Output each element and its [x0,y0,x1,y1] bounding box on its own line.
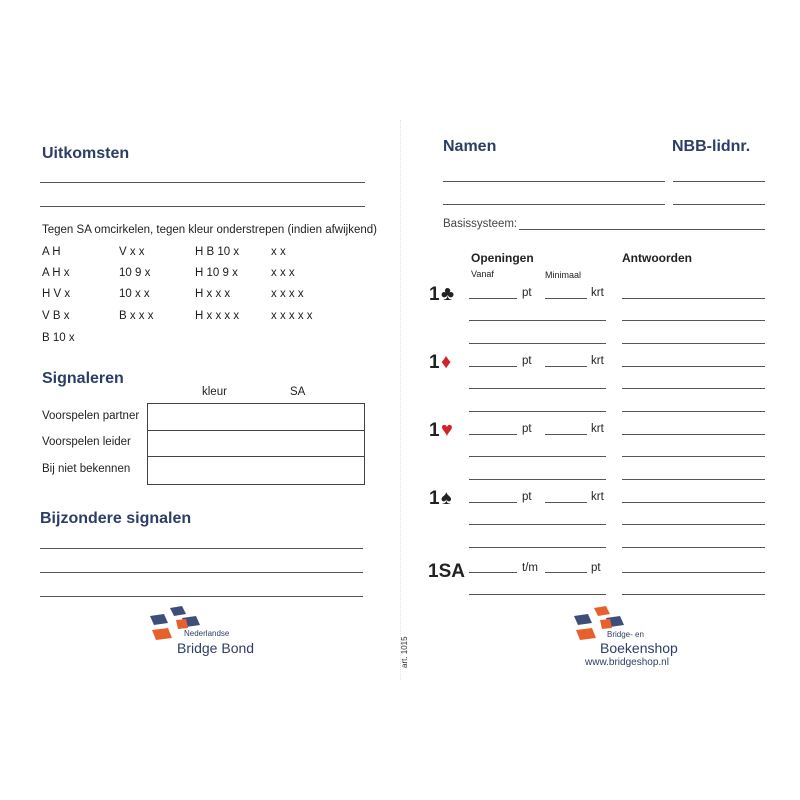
nbb-logo-line2: Bridge Bond [177,640,255,656]
lead-cell[interactable]: H 10 9 x [195,267,238,279]
lead-cell[interactable]: A H [42,246,61,258]
uitkomsten-line[interactable] [40,182,365,183]
answer-line[interactable] [622,479,765,480]
lead-cell[interactable]: x x x x x [271,310,313,322]
sa-from-line[interactable] [469,572,517,573]
answer-line[interactable] [622,434,765,435]
bridgeshop-url[interactable]: www.bridgeshop.nl [585,657,669,668]
lead-cell[interactable]: x x x x [271,288,304,300]
opening-unit-pt: pt [522,287,532,299]
sa-unit-tm: t/m [522,562,538,574]
opening-suit-icon: ♣ [441,283,455,305]
column-kleur: kleur [202,386,227,398]
opening-level: 1 [429,488,440,509]
opening-line[interactable] [469,479,606,480]
bijzondere-title: Bijzondere signalen [40,510,192,527]
opening-level: 1 [429,284,440,305]
opening-line[interactable] [469,388,606,389]
minimaal-label: Minimaal [545,270,582,280]
answer-line[interactable] [622,572,765,573]
opening-level: 1 [429,420,440,441]
lead-cell[interactable]: B 10 x [42,332,75,344]
answer-line[interactable] [622,547,765,548]
opening-cards-line[interactable] [545,366,587,367]
row-label: Bij niet bekennen [42,463,131,475]
opening-unit-krt: krt [591,491,604,503]
name-line[interactable] [443,204,665,205]
sa-to-line[interactable] [545,572,587,573]
opening-points-line[interactable] [469,502,517,503]
opening-line[interactable] [469,456,606,457]
lead-cell[interactable]: V B x [42,310,70,322]
basissysteem-line[interactable] [519,229,765,230]
sa-label: 1SA [428,561,465,582]
signal-cell-leider[interactable] [147,430,363,456]
lead-cell[interactable]: H V x [42,288,71,300]
opening-unit-krt: krt [591,355,604,367]
bridgeshop-logo-line2: Boekenshop [600,640,678,656]
lead-cell[interactable]: B x x x [119,310,154,322]
nbb-logo-line1: Nederlandse [184,629,230,638]
opening-line[interactable] [469,411,606,412]
openingen-title: Openingen [471,251,534,265]
opening-points-line[interactable] [469,366,517,367]
opening-suit-icon: ♥ [441,419,453,441]
answer-line[interactable] [622,411,765,412]
column-sa: SA [290,386,306,398]
signal-cell-niet-bekennen[interactable] [147,456,363,482]
opening-suit-icon: ♦ [441,351,452,373]
opening-cards-line[interactable] [545,502,587,503]
opening-cards-line[interactable] [545,434,587,435]
answer-line[interactable] [622,594,765,595]
bijzondere-line[interactable] [40,548,363,549]
row-label: Voorspelen leider [42,436,131,448]
nbb-line[interactable] [673,181,765,182]
opening-line[interactable] [469,594,606,595]
bijzondere-line[interactable] [40,572,363,573]
opening-unit-pt: pt [522,355,532,367]
nbb-line[interactable] [673,204,765,205]
answer-line[interactable] [622,524,765,525]
opening-cards-line[interactable] [545,298,587,299]
answer-line[interactable] [622,320,765,321]
opening-unit-pt: pt [522,423,532,435]
opening-points-line[interactable] [469,434,517,435]
lead-cell[interactable]: 10 9 x [119,267,151,279]
sa-unit-pt: pt [591,562,601,574]
answer-line[interactable] [622,388,765,389]
art-number: art. 1015 [400,636,409,668]
signal-cell-partner[interactable] [147,404,363,430]
answer-line[interactable] [622,456,765,457]
uitkomsten-line[interactable] [40,206,365,207]
lead-cell[interactable]: x x x [271,267,295,279]
page-fold [400,120,401,680]
lead-cell[interactable]: H x x x [195,288,231,300]
antwoorden-title: Antwoorden [622,251,692,265]
leads-instruction: Tegen SA omcirkelen, tegen kleur onderstrepen (indien afwijkend) [42,224,377,236]
lead-cell[interactable]: 10 x x [119,288,150,300]
uitkomsten-title: Uitkomsten [42,145,130,162]
opening-line[interactable] [469,547,606,548]
answer-line[interactable] [622,502,765,503]
row-label: Voorspelen partner [42,410,140,422]
opening-unit-krt: krt [591,423,604,435]
answer-line[interactable] [622,343,765,344]
lead-cell[interactable]: x x [271,246,286,258]
name-line[interactable] [443,181,665,182]
opening-points-line[interactable] [469,298,517,299]
opening-line[interactable] [469,320,606,321]
lead-cell[interactable]: H B 10 x [195,246,240,258]
opening-line[interactable] [469,343,606,344]
opening-unit-pt: pt [522,491,532,503]
answer-line[interactable] [622,298,765,299]
opening-suit-icon: ♠ [441,487,452,509]
basissysteem-label: Basissysteem: [443,218,518,230]
lead-cell[interactable]: H x x x x [195,310,240,322]
signaleren-title: Signaleren [42,370,124,387]
opening-line[interactable] [469,524,606,525]
lead-cell[interactable]: V x x [119,246,145,258]
lead-cell[interactable]: A H x [42,267,70,279]
opening-level: 1 [429,352,440,373]
bijzondere-line[interactable] [40,596,363,597]
vanaf-label: Vanaf [471,269,494,279]
namen-title: Namen [443,138,497,155]
bridgeshop-logo-line1: Bridge- en [607,630,644,639]
opening-unit-krt: krt [591,287,604,299]
nbb-title: NBB-lidnr. [672,138,751,155]
answer-line[interactable] [622,366,765,367]
